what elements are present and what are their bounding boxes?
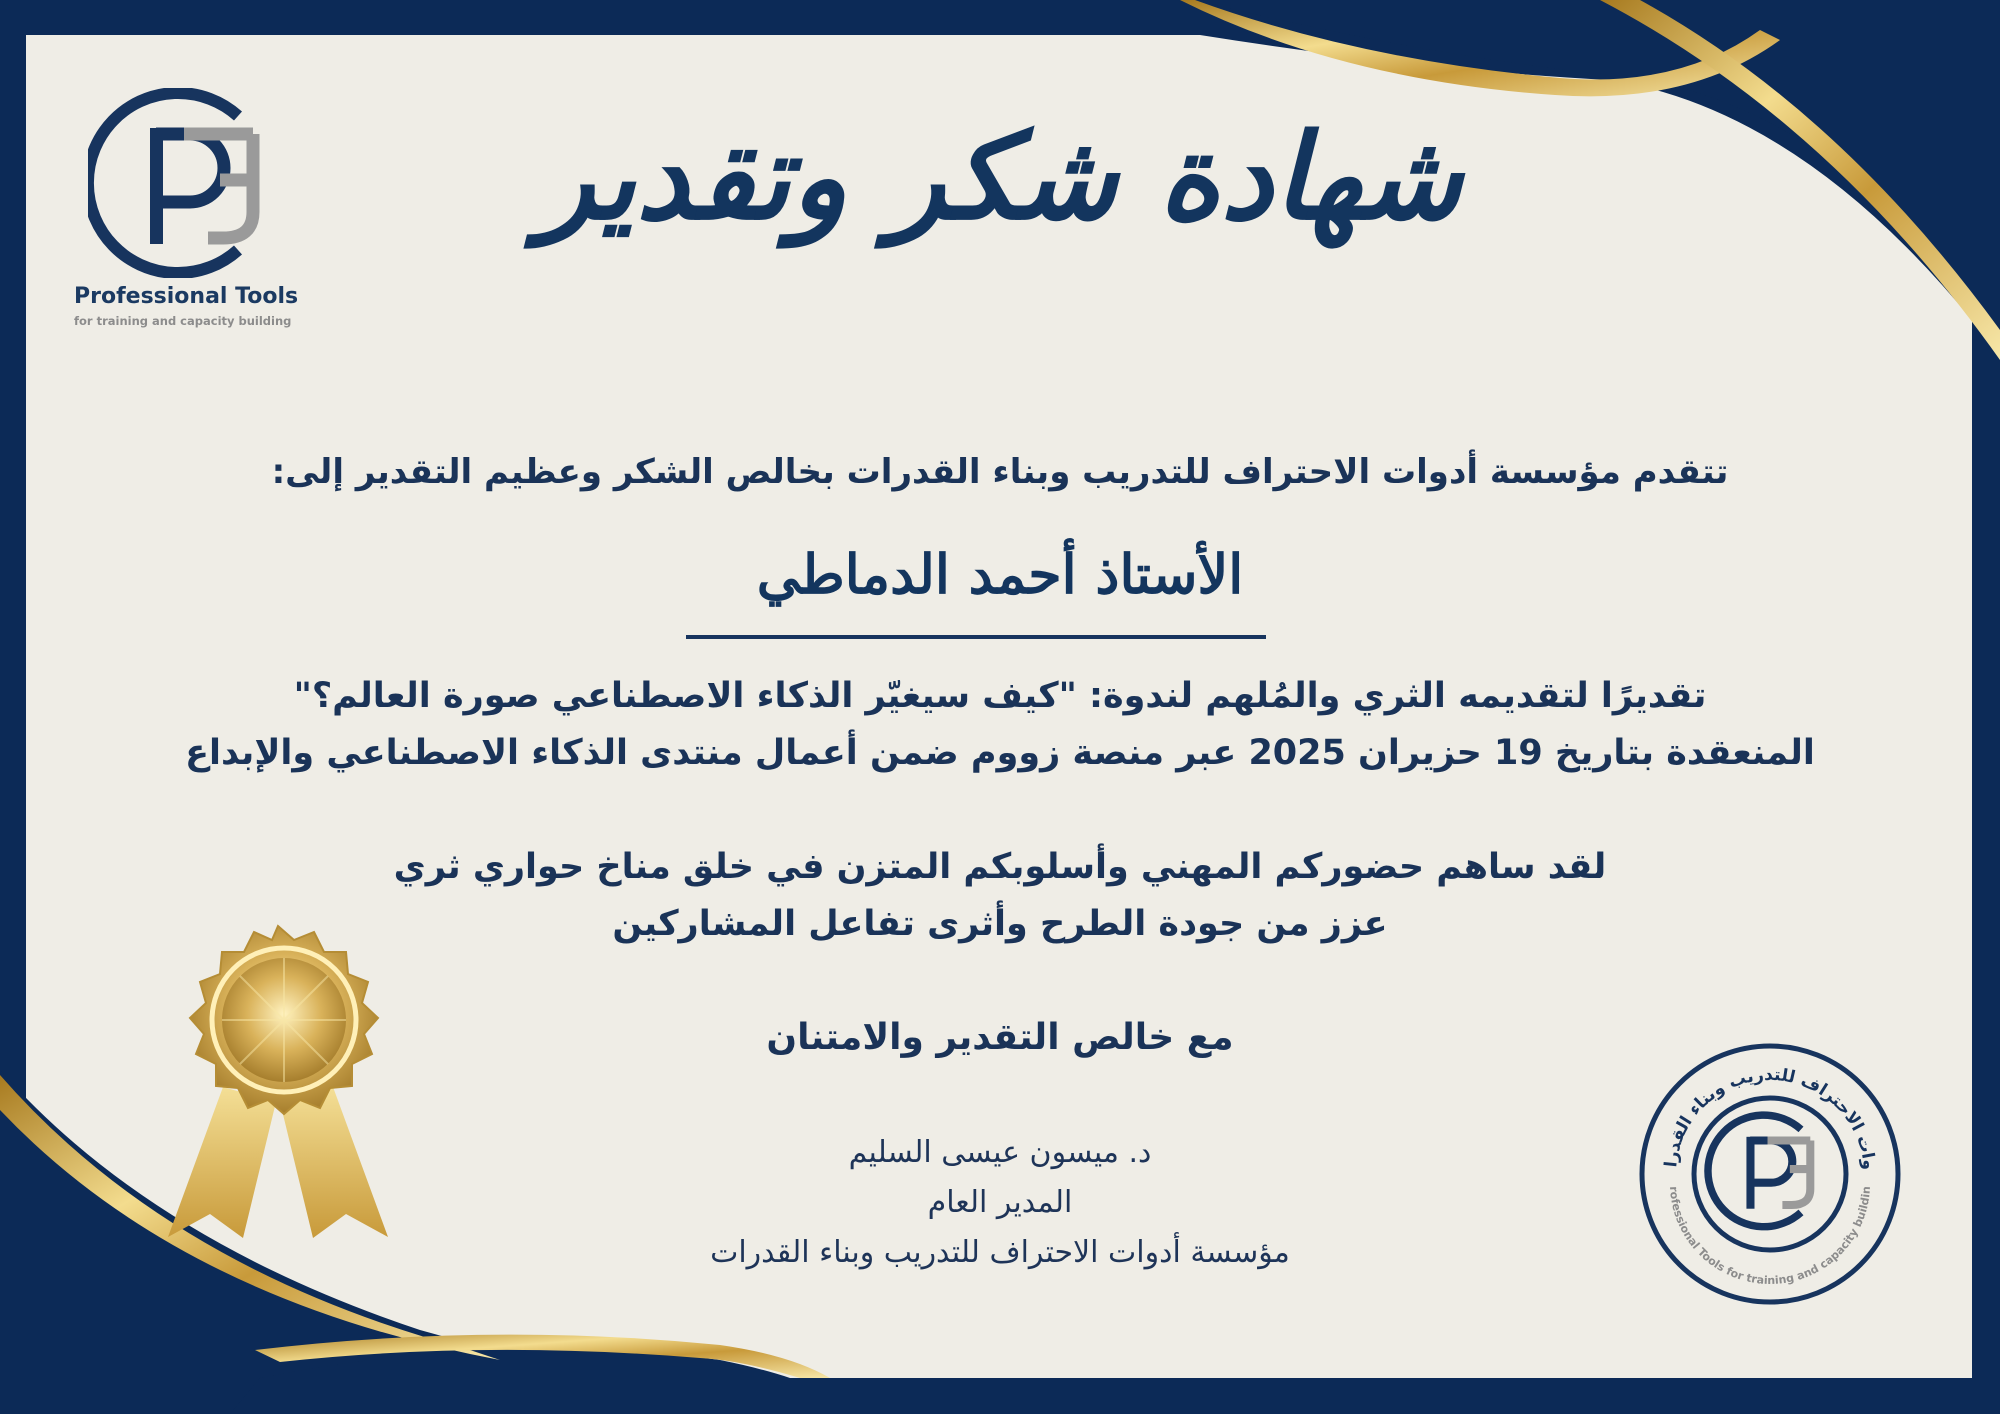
- body-line: لقد ساهم حضوركم المهني وأسلوبكم المتزن في خلق مناخ حواري ثري: [393, 847, 1607, 887]
- signatory-organization: مؤسسة أدوات الاحتراف للتدريب وبناء القدرات: [710, 1235, 1290, 1270]
- logo-name: Professional Tools: [74, 284, 299, 309]
- signatory-role: المدير العام: [927, 1185, 1073, 1220]
- body-line: تقديرًا لتقديمه الثري والمُلهم لندوة: "كيف سيغيّر الذكاء الاصطناعي صورة العالم؟": [293, 676, 1707, 716]
- recipient-name: الأستاذ أحمد الدماطي: [756, 542, 1244, 606]
- recipient-underline: [686, 635, 1266, 639]
- certificate-title: شهادة شكر وتقدير: [537, 107, 1463, 246]
- body-line: المنعقدة بتاريخ 19 حزيران 2025 عبر منصة زووم ضمن أعمال منتدى الذكاء الاصطناعي والإبداع: [185, 733, 1815, 773]
- logo-tagline: for training and capacity building: [74, 314, 292, 328]
- intro-text: تتقدم مؤسسة أدوات الاحتراف للتدريب وبناء القدرات بخالص الشكر وعظيم التقدير إلى:: [271, 452, 1729, 492]
- gold-medal-icon: [148, 922, 408, 1252]
- stamp-english-text: rofessional Tools for training and capacity buildin: [1667, 1185, 1874, 1288]
- signatory-name: د. ميسون عيسى السليم: [848, 1135, 1152, 1170]
- stamp-arabic-text: وات الاحتراف للتدريب وبناء القدرا: [1661, 1064, 1879, 1171]
- stamp-seal-icon: [1636, 1040, 1904, 1308]
- closing-text: مع خالص التقدير والامتنان: [766, 1017, 1234, 1058]
- body-line: عزز من جودة الطرح وأثرى تفاعل المشاركين: [612, 904, 1388, 944]
- recipient-block: [0, 542, 2000, 606]
